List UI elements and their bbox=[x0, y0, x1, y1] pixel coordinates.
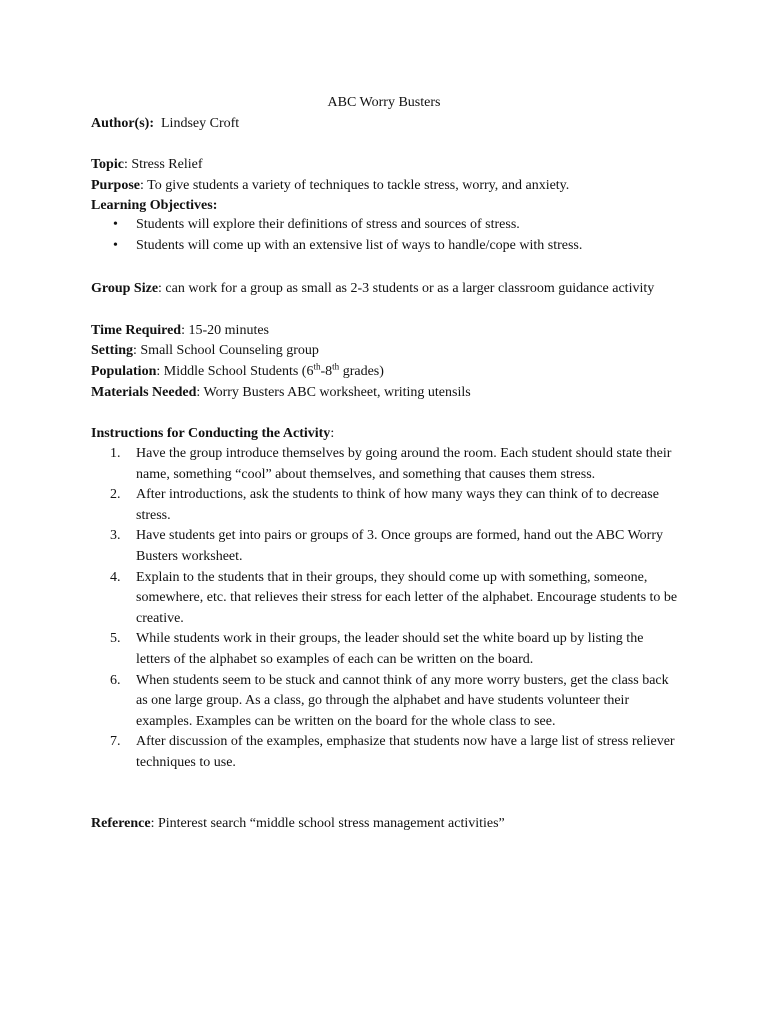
objective-text: Students will explore their definitions of stress and sources of stress. bbox=[136, 217, 520, 232]
step-number: 2. bbox=[110, 487, 121, 503]
step-text: Have students get into pairs or groups of 3. Once groups are formed, hand out the ABC Worry Busters worksheet. bbox=[136, 528, 664, 564]
step-text: When students seem to be stuck and cannot think of any more worry busters, get the class back as one large group. As a class, go through the alphabet and have students volunteer their examples. Examples can be written on the board for the whole class to see. bbox=[136, 672, 669, 729]
population-prefix: : Middle School Students (6 bbox=[156, 364, 314, 379]
materials-line bbox=[91, 383, 471, 403]
population-mid: -8 bbox=[320, 364, 333, 379]
time-required-line bbox=[91, 321, 269, 341]
step-number: 4. bbox=[110, 569, 121, 585]
setting-value: : Small School Counseling group bbox=[133, 343, 319, 358]
step-text: After discussion of the examples, emphasize that students now have a large list of stress reliever techniques to use. bbox=[136, 734, 675, 770]
author-label: Author(s): bbox=[91, 116, 154, 131]
population-sup-second: th bbox=[332, 361, 340, 372]
topic-value: : Stress Relief bbox=[123, 157, 203, 172]
materials-label: Materials Needed bbox=[91, 385, 197, 400]
list-item bbox=[91, 215, 582, 236]
step-number: 7. bbox=[110, 734, 121, 750]
reference-line bbox=[91, 814, 505, 834]
step-number: 6. bbox=[110, 672, 121, 688]
list-item bbox=[91, 526, 681, 567]
objective-text: Students will come up with an extensive list of ways to handle/cope with stress. bbox=[136, 237, 583, 253]
topic-line bbox=[91, 155, 203, 175]
reference-value: : Pinterest search “middle school stress management activities” bbox=[150, 816, 505, 831]
document-title: ABC Worry Busters bbox=[327, 95, 441, 110]
step-text: Explain to the students that in their groups, they should come up with something, someone, somewhere, etc. that relieves their stress for each letter of the alphabet. Encourage students to be creative. bbox=[136, 569, 678, 626]
setting-line bbox=[91, 341, 319, 361]
learning-objectives-heading bbox=[91, 196, 217, 216]
instructions-list bbox=[91, 444, 681, 774]
list-item bbox=[91, 568, 681, 630]
group-size-label: Group Size bbox=[91, 281, 159, 296]
step-text: While students work in their groups, the leader should set the white board up by listing the letters of the alphabet so examples of each can be written on the board. bbox=[136, 631, 644, 667]
step-number: 3. bbox=[110, 528, 121, 544]
step-text: After introductions, ask the students to think of how many ways they can think of to decrease stress. bbox=[136, 487, 659, 523]
learning-objectives-list bbox=[91, 215, 582, 256]
time-required-label: Time Required bbox=[91, 323, 182, 338]
population-label: Population bbox=[91, 364, 157, 379]
instructions-colon: : bbox=[330, 426, 335, 441]
list-item bbox=[91, 629, 681, 670]
group-size-line bbox=[91, 279, 661, 300]
topic-label: Topic bbox=[91, 157, 124, 172]
list-item bbox=[91, 236, 582, 257]
purpose-line bbox=[91, 176, 569, 196]
step-number: 5. bbox=[110, 631, 121, 647]
population-suffix: grades) bbox=[339, 364, 384, 379]
bullet-icon: • bbox=[113, 217, 118, 232]
author-line bbox=[91, 114, 239, 134]
setting-label: Setting bbox=[91, 343, 133, 358]
purpose-value: : To give students a variety of techniques to tackle stress, worry, and anxiety. bbox=[140, 178, 570, 193]
list-item bbox=[91, 732, 681, 773]
step-number: 1. bbox=[110, 446, 121, 461]
purpose-label: Purpose bbox=[91, 178, 140, 193]
instructions-label: Instructions for Conducting the Activity bbox=[91, 426, 331, 441]
population-line bbox=[91, 362, 384, 382]
reference-label: Reference bbox=[91, 816, 151, 831]
learning-objectives-label: Learning Objectives: bbox=[91, 198, 218, 213]
author-value: Lindsey Croft bbox=[161, 116, 240, 131]
bullet-icon: • bbox=[113, 237, 118, 253]
time-required-value: : 15-20 minutes bbox=[181, 323, 269, 338]
list-item bbox=[91, 671, 681, 733]
materials-value: : Worry Busters ABC worksheet, writing utensils bbox=[196, 385, 471, 400]
step-text: Have the group introduce themselves by going around the room. Each student should state their name, something “cool” about themselves, and something that causes them stress. bbox=[136, 446, 672, 482]
population-sup-first: th bbox=[313, 361, 321, 372]
group-size-value: : can work for a group as small as 2-3 students or as a larger classroom guidance activity bbox=[158, 281, 655, 296]
instructions-heading bbox=[91, 424, 334, 444]
list-item bbox=[91, 444, 681, 485]
list-item bbox=[91, 485, 681, 526]
